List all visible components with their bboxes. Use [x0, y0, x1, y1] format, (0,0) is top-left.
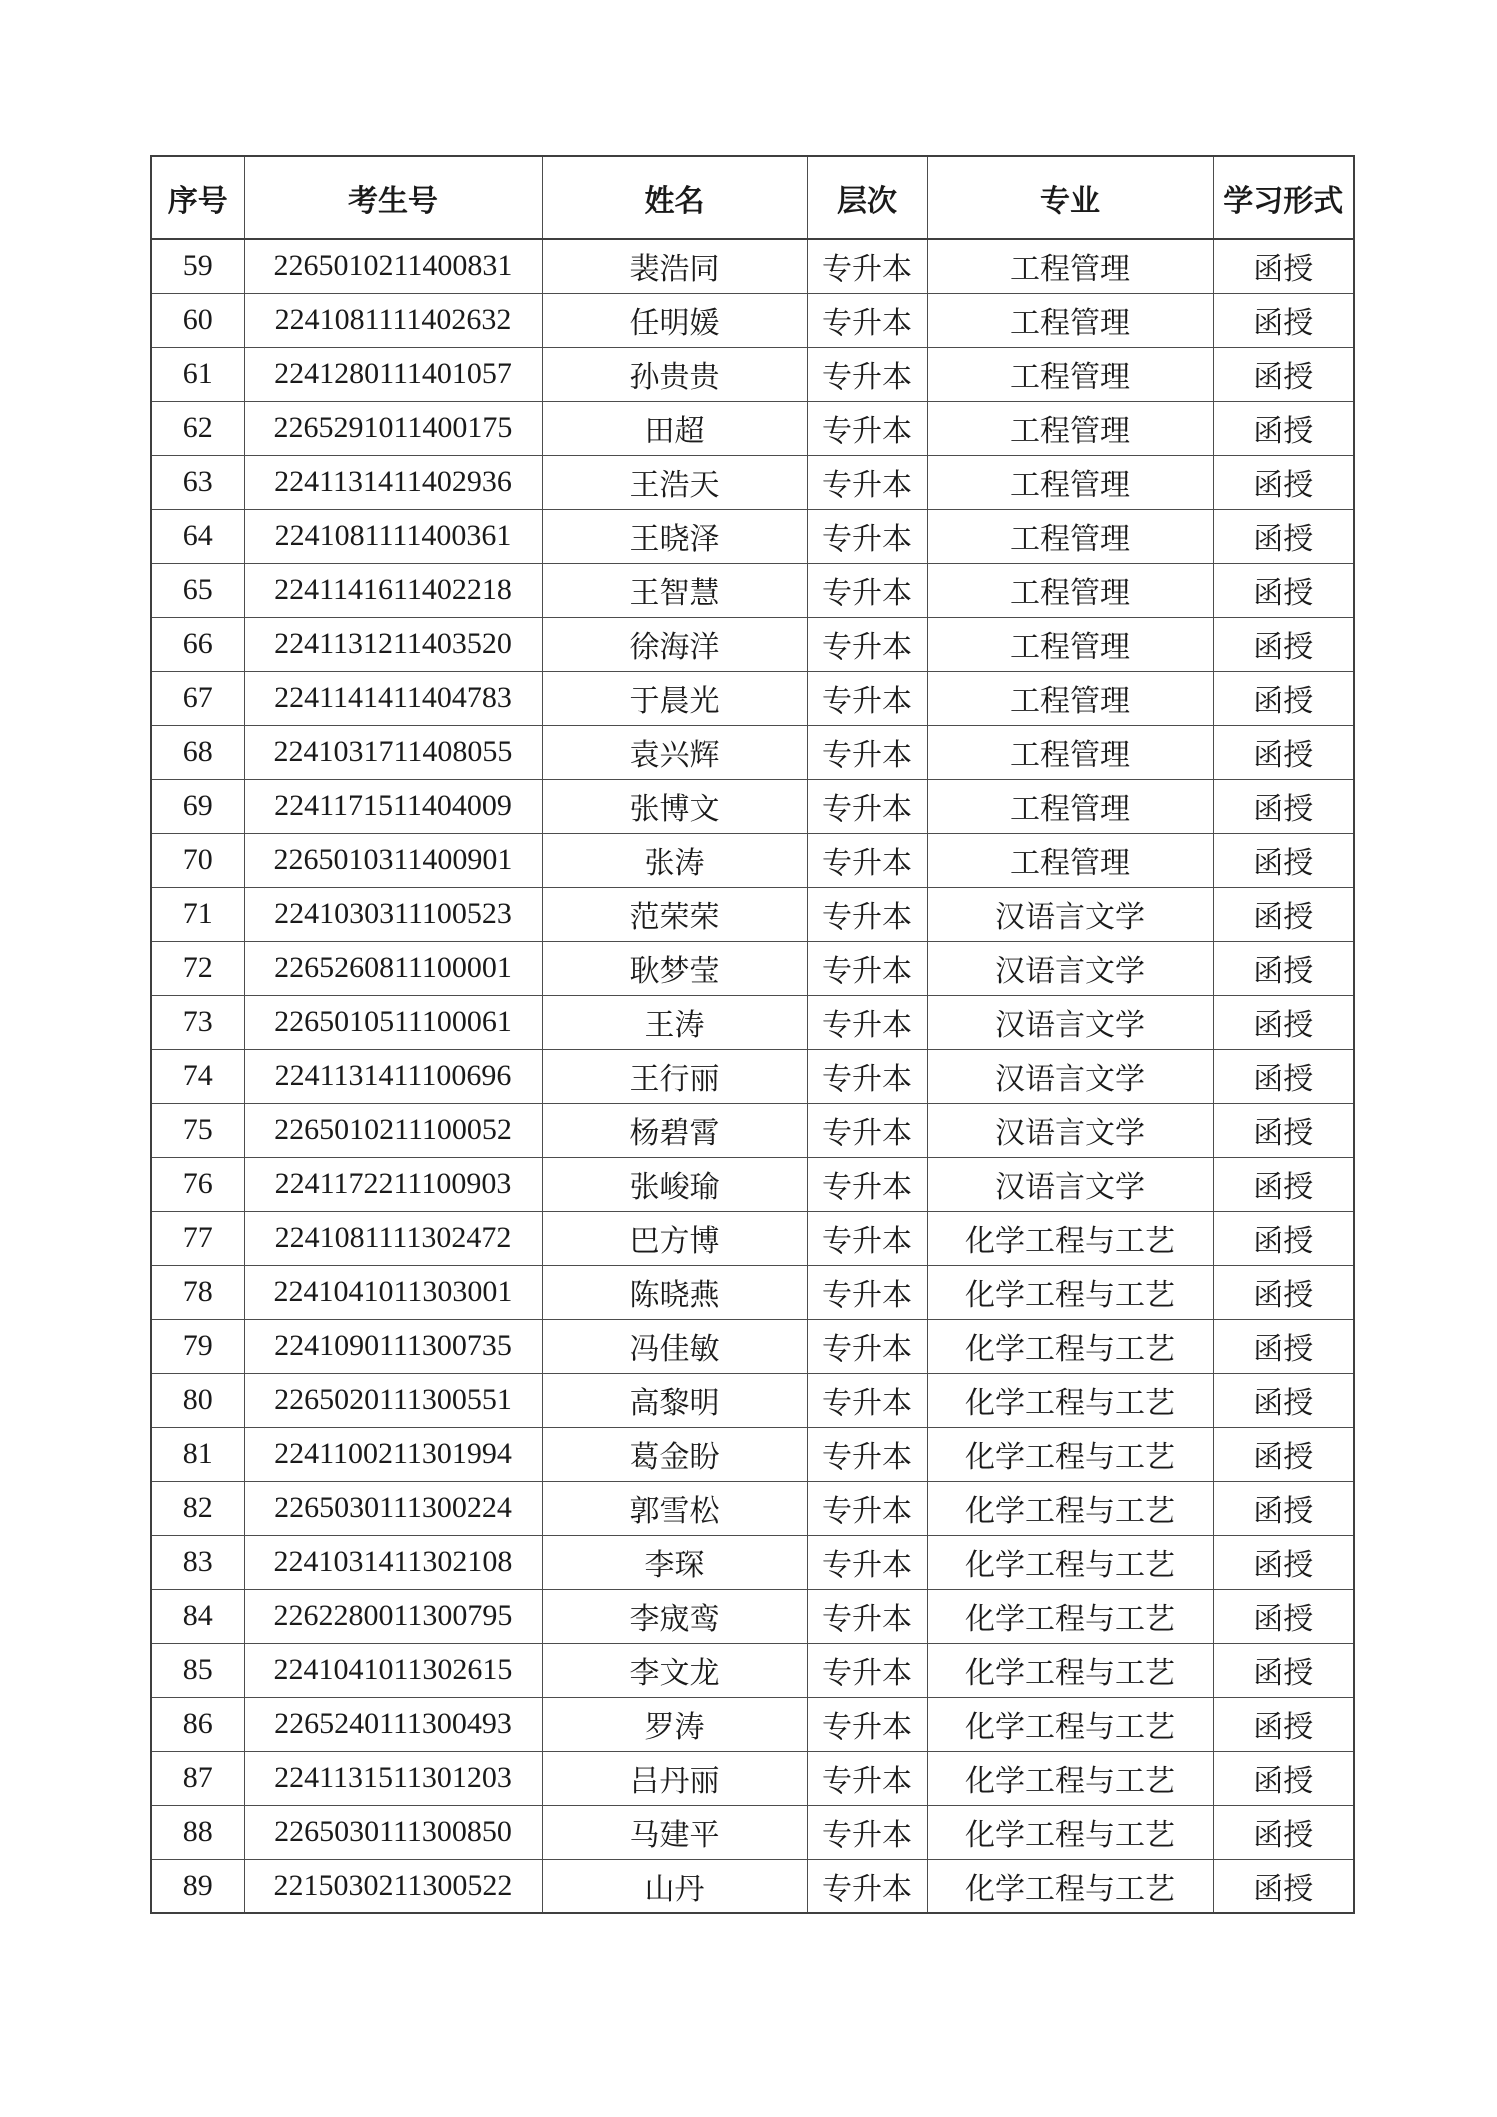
- cell-level: 专升本: [807, 1481, 927, 1535]
- cell-serial-no: 62: [151, 401, 244, 455]
- cell-serial-no: 60: [151, 293, 244, 347]
- col-header-level: 层次: [807, 156, 927, 239]
- cell-serial-no: 80: [151, 1373, 244, 1427]
- cell-level: 专升本: [807, 1589, 927, 1643]
- cell-level: 专升本: [807, 1535, 927, 1589]
- cell-study-form: 函授: [1213, 671, 1354, 725]
- cell-level: 专升本: [807, 1319, 927, 1373]
- cell-level: 专升本: [807, 779, 927, 833]
- cell-major: 化学工程与工艺: [927, 1751, 1213, 1805]
- table-row: [151, 1481, 1354, 1535]
- cell-serial-no: 84: [151, 1589, 244, 1643]
- cell-serial-no: 73: [151, 995, 244, 1049]
- admission-roster-table: [150, 155, 1355, 1914]
- cell-major: 工程管理: [927, 833, 1213, 887]
- col-header-name: 姓名: [542, 156, 807, 239]
- cell-exam-no: 2262280011300795: [244, 1589, 542, 1643]
- cell-level: 专升本: [807, 1373, 927, 1427]
- table-row: [151, 1427, 1354, 1481]
- cell-exam-no: 2265010511100061: [244, 995, 542, 1049]
- cell-serial-no: 85: [151, 1643, 244, 1697]
- cell-major: 汉语言文学: [927, 995, 1213, 1049]
- cell-name: 吕丹丽: [542, 1751, 807, 1805]
- cell-serial-no: 89: [151, 1859, 244, 1913]
- cell-major: 工程管理: [927, 671, 1213, 725]
- cell-study-form: 函授: [1213, 1751, 1354, 1805]
- cell-major: 汉语言文学: [927, 941, 1213, 995]
- cell-serial-no: 72: [151, 941, 244, 995]
- cell-study-form: 函授: [1213, 887, 1354, 941]
- table-row: [151, 1643, 1354, 1697]
- cell-major: 化学工程与工艺: [927, 1643, 1213, 1697]
- table-row: [151, 563, 1354, 617]
- table-row: [151, 1805, 1354, 1859]
- cell-major: 工程管理: [927, 509, 1213, 563]
- cell-study-form: 函授: [1213, 1589, 1354, 1643]
- cell-level: 专升本: [807, 995, 927, 1049]
- cell-serial-no: 82: [151, 1481, 244, 1535]
- table-row: [151, 1157, 1354, 1211]
- table-row: [151, 1049, 1354, 1103]
- cell-major: 化学工程与工艺: [927, 1265, 1213, 1319]
- cell-exam-no: 2241141611402218: [244, 563, 542, 617]
- cell-exam-no: 2241131211403520: [244, 617, 542, 671]
- cell-exam-no: 2265010211400831: [244, 239, 542, 293]
- cell-name: 袁兴辉: [542, 725, 807, 779]
- cell-name: 马建平: [542, 1805, 807, 1859]
- cell-name: 王涛: [542, 995, 807, 1049]
- cell-study-form: 函授: [1213, 509, 1354, 563]
- table-row: [151, 1697, 1354, 1751]
- cell-study-form: 函授: [1213, 563, 1354, 617]
- cell-study-form: 函授: [1213, 1373, 1354, 1427]
- cell-name: 王智慧: [542, 563, 807, 617]
- cell-name: 王行丽: [542, 1049, 807, 1103]
- cell-level: 专升本: [807, 1751, 927, 1805]
- cell-level: 专升本: [807, 617, 927, 671]
- cell-level: 专升本: [807, 1859, 927, 1913]
- cell-major: 化学工程与工艺: [927, 1535, 1213, 1589]
- cell-major: 化学工程与工艺: [927, 1373, 1213, 1427]
- table-row: [151, 293, 1354, 347]
- table-row: [151, 617, 1354, 671]
- cell-study-form: 函授: [1213, 617, 1354, 671]
- cell-study-form: 函授: [1213, 1643, 1354, 1697]
- table-row: [151, 1319, 1354, 1373]
- cell-major: 工程管理: [927, 401, 1213, 455]
- cell-serial-no: 61: [151, 347, 244, 401]
- cell-study-form: 函授: [1213, 1535, 1354, 1589]
- cell-major: 工程管理: [927, 779, 1213, 833]
- cell-level: 专升本: [807, 239, 927, 293]
- cell-name: 李宬鸾: [542, 1589, 807, 1643]
- cell-level: 专升本: [807, 671, 927, 725]
- cell-name: 陈晓燕: [542, 1265, 807, 1319]
- cell-study-form: 函授: [1213, 1859, 1354, 1913]
- cell-name: 巴方博: [542, 1211, 807, 1265]
- cell-study-form: 函授: [1213, 1427, 1354, 1481]
- cell-serial-no: 79: [151, 1319, 244, 1373]
- cell-major: 化学工程与工艺: [927, 1697, 1213, 1751]
- cell-major: 汉语言文学: [927, 1157, 1213, 1211]
- cell-name: 郭雪松: [542, 1481, 807, 1535]
- cell-serial-no: 65: [151, 563, 244, 617]
- cell-name: 孙贵贵: [542, 347, 807, 401]
- cell-major: 工程管理: [927, 725, 1213, 779]
- table-header-row: [151, 156, 1354, 239]
- table-row: [151, 779, 1354, 833]
- cell-exam-no: 2265260811100001: [244, 941, 542, 995]
- table-row: [151, 1535, 1354, 1589]
- cell-exam-no: 2241031711408055: [244, 725, 542, 779]
- cell-name: 李琛: [542, 1535, 807, 1589]
- cell-exam-no: 2241031411302108: [244, 1535, 542, 1589]
- cell-study-form: 函授: [1213, 239, 1354, 293]
- cell-name: 罗涛: [542, 1697, 807, 1751]
- cell-major: 工程管理: [927, 617, 1213, 671]
- cell-exam-no: 2215030211300522: [244, 1859, 542, 1913]
- cell-level: 专升本: [807, 725, 927, 779]
- col-header-exam-no: 考生号: [244, 156, 542, 239]
- cell-exam-no: 2241131411402936: [244, 455, 542, 509]
- cell-name: 任明媛: [542, 293, 807, 347]
- table-row: [151, 941, 1354, 995]
- cell-name: 田超: [542, 401, 807, 455]
- cell-study-form: 函授: [1213, 833, 1354, 887]
- cell-serial-no: 81: [151, 1427, 244, 1481]
- cell-exam-no: 2265030111300850: [244, 1805, 542, 1859]
- cell-exam-no: 2241131411100696: [244, 1049, 542, 1103]
- cell-major: 化学工程与工艺: [927, 1481, 1213, 1535]
- cell-major: 化学工程与工艺: [927, 1319, 1213, 1373]
- cell-level: 专升本: [807, 1157, 927, 1211]
- cell-exam-no: 2241041011302615: [244, 1643, 542, 1697]
- cell-serial-no: 64: [151, 509, 244, 563]
- cell-name: 张博文: [542, 779, 807, 833]
- cell-study-form: 函授: [1213, 995, 1354, 1049]
- cell-study-form: 函授: [1213, 347, 1354, 401]
- table-row: [151, 1751, 1354, 1805]
- cell-level: 专升本: [807, 1211, 927, 1265]
- cell-study-form: 函授: [1213, 455, 1354, 509]
- table-row: [151, 509, 1354, 563]
- cell-exam-no: 2241081111400361: [244, 509, 542, 563]
- cell-level: 专升本: [807, 833, 927, 887]
- cell-name: 山丹: [542, 1859, 807, 1913]
- table-row: [151, 725, 1354, 779]
- cell-exam-no: 2241030311100523: [244, 887, 542, 941]
- cell-serial-no: 83: [151, 1535, 244, 1589]
- cell-level: 专升本: [807, 1103, 927, 1157]
- cell-major: 化学工程与工艺: [927, 1805, 1213, 1859]
- table-row: [151, 1373, 1354, 1427]
- table-row: [151, 1103, 1354, 1157]
- col-header-study-form: 学习形式: [1213, 156, 1354, 239]
- cell-serial-no: 59: [151, 239, 244, 293]
- cell-serial-no: 86: [151, 1697, 244, 1751]
- cell-study-form: 函授: [1213, 1697, 1354, 1751]
- table-row: [151, 1589, 1354, 1643]
- cell-name: 范荣荣: [542, 887, 807, 941]
- table-row: [151, 347, 1354, 401]
- cell-exam-no: 2241081111302472: [244, 1211, 542, 1265]
- col-header-serial-no: 序号: [151, 156, 244, 239]
- cell-major: 汉语言文学: [927, 1049, 1213, 1103]
- table-row: [151, 1859, 1354, 1913]
- cell-exam-no: 2241172211100903: [244, 1157, 542, 1211]
- cell-serial-no: 74: [151, 1049, 244, 1103]
- cell-major: 化学工程与工艺: [927, 1427, 1213, 1481]
- cell-serial-no: 66: [151, 617, 244, 671]
- cell-study-form: 函授: [1213, 1319, 1354, 1373]
- cell-exam-no: 2241171511404009: [244, 779, 542, 833]
- cell-serial-no: 75: [151, 1103, 244, 1157]
- table-row: [151, 455, 1354, 509]
- cell-major: 化学工程与工艺: [927, 1859, 1213, 1913]
- cell-exam-no: 2241280111401057: [244, 347, 542, 401]
- cell-major: 化学工程与工艺: [927, 1211, 1213, 1265]
- cell-level: 专升本: [807, 1697, 927, 1751]
- cell-name: 高黎明: [542, 1373, 807, 1427]
- cell-major: 工程管理: [927, 563, 1213, 617]
- cell-level: 专升本: [807, 455, 927, 509]
- cell-level: 专升本: [807, 347, 927, 401]
- table-row: [151, 995, 1354, 1049]
- cell-study-form: 函授: [1213, 941, 1354, 995]
- cell-serial-no: 87: [151, 1751, 244, 1805]
- table-body: [151, 239, 1354, 1913]
- cell-exam-no: 2265020111300551: [244, 1373, 542, 1427]
- cell-major: 汉语言文学: [927, 887, 1213, 941]
- cell-exam-no: 2241090111300735: [244, 1319, 542, 1373]
- cell-study-form: 函授: [1213, 779, 1354, 833]
- cell-exam-no: 2241100211301994: [244, 1427, 542, 1481]
- cell-serial-no: 70: [151, 833, 244, 887]
- cell-level: 专升本: [807, 941, 927, 995]
- cell-exam-no: 2265291011400175: [244, 401, 542, 455]
- cell-name: 裴浩同: [542, 239, 807, 293]
- cell-study-form: 函授: [1213, 1211, 1354, 1265]
- cell-name: 杨碧霄: [542, 1103, 807, 1157]
- cell-serial-no: 76: [151, 1157, 244, 1211]
- cell-exam-no: 2265010211100052: [244, 1103, 542, 1157]
- cell-serial-no: 68: [151, 725, 244, 779]
- cell-serial-no: 77: [151, 1211, 244, 1265]
- cell-name: 李文龙: [542, 1643, 807, 1697]
- cell-exam-no: 2241141411404783: [244, 671, 542, 725]
- cell-study-form: 函授: [1213, 1265, 1354, 1319]
- cell-major: 工程管理: [927, 455, 1213, 509]
- cell-level: 专升本: [807, 401, 927, 455]
- table-row: [151, 239, 1354, 293]
- col-header-major: 专业: [927, 156, 1213, 239]
- cell-serial-no: 71: [151, 887, 244, 941]
- cell-exam-no: 2265010311400901: [244, 833, 542, 887]
- cell-exam-no: 2265240111300493: [244, 1697, 542, 1751]
- cell-serial-no: 63: [151, 455, 244, 509]
- cell-level: 专升本: [807, 1049, 927, 1103]
- cell-study-form: 函授: [1213, 725, 1354, 779]
- cell-level: 专升本: [807, 563, 927, 617]
- table-row: [151, 671, 1354, 725]
- cell-study-form: 函授: [1213, 1157, 1354, 1211]
- cell-level: 专升本: [807, 509, 927, 563]
- cell-serial-no: 67: [151, 671, 244, 725]
- cell-major: 汉语言文学: [927, 1103, 1213, 1157]
- cell-study-form: 函授: [1213, 293, 1354, 347]
- cell-study-form: 函授: [1213, 1049, 1354, 1103]
- cell-exam-no: 2241131511301203: [244, 1751, 542, 1805]
- cell-name: 王浩天: [542, 455, 807, 509]
- cell-name: 王晓泽: [542, 509, 807, 563]
- cell-level: 专升本: [807, 1643, 927, 1697]
- cell-name: 葛金盼: [542, 1427, 807, 1481]
- table-row: [151, 887, 1354, 941]
- cell-level: 专升本: [807, 293, 927, 347]
- cell-name: 张峻瑜: [542, 1157, 807, 1211]
- cell-level: 专升本: [807, 887, 927, 941]
- table-row: [151, 833, 1354, 887]
- table-row: [151, 401, 1354, 455]
- cell-major: 化学工程与工艺: [927, 1589, 1213, 1643]
- cell-name: 冯佳敏: [542, 1319, 807, 1373]
- cell-study-form: 函授: [1213, 401, 1354, 455]
- cell-level: 专升本: [807, 1427, 927, 1481]
- cell-serial-no: 78: [151, 1265, 244, 1319]
- cell-study-form: 函授: [1213, 1805, 1354, 1859]
- cell-serial-no: 88: [151, 1805, 244, 1859]
- cell-major: 工程管理: [927, 347, 1213, 401]
- cell-name: 张涛: [542, 833, 807, 887]
- cell-name: 于晨光: [542, 671, 807, 725]
- cell-name: 耿梦莹: [542, 941, 807, 995]
- cell-serial-no: 69: [151, 779, 244, 833]
- cell-exam-no: 2241041011303001: [244, 1265, 542, 1319]
- cell-name: 徐海洋: [542, 617, 807, 671]
- cell-exam-no: 2241081111402632: [244, 293, 542, 347]
- cell-level: 专升本: [807, 1805, 927, 1859]
- cell-level: 专升本: [807, 1265, 927, 1319]
- cell-major: 工程管理: [927, 239, 1213, 293]
- cell-major: 工程管理: [927, 293, 1213, 347]
- cell-exam-no: 2265030111300224: [244, 1481, 542, 1535]
- table-row: [151, 1211, 1354, 1265]
- cell-study-form: 函授: [1213, 1103, 1354, 1157]
- table-row: [151, 1265, 1354, 1319]
- cell-study-form: 函授: [1213, 1481, 1354, 1535]
